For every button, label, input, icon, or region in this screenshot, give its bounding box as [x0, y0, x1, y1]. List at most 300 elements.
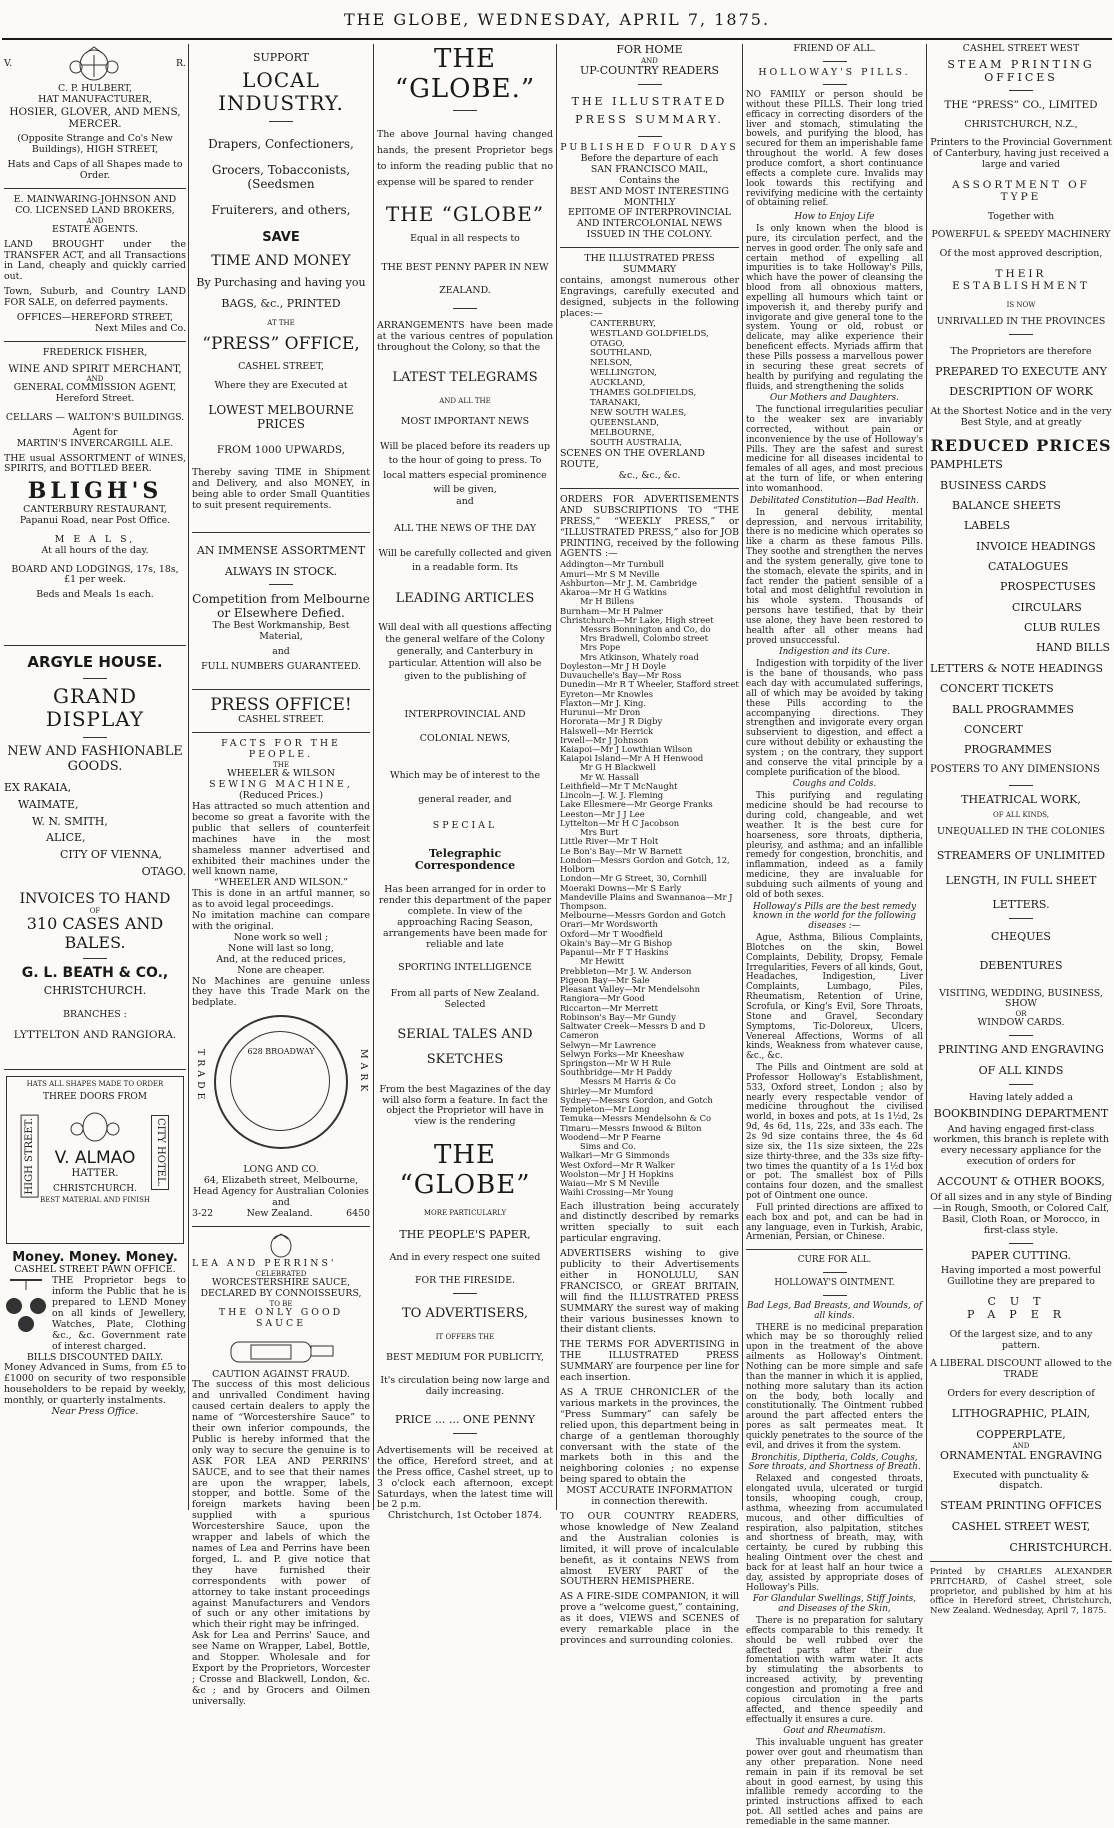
otago: OTAGO. — [141, 864, 186, 878]
prepared: PREPARED TO EXECUTE ANY — [935, 364, 1107, 378]
short-rule — [823, 1272, 847, 1273]
full-numbers: FULL NUMBERS GUARANTEED. — [201, 660, 361, 672]
cashel-street-2: CASHEL STREET. — [238, 714, 324, 726]
all-news: ALL THE NEWS OF THE DAY — [393, 522, 537, 534]
agent-item: Saltwater Creek—Messrs D and D Cameron — [560, 1021, 706, 1041]
agent-item: London—Mr G Street, 30, Cornhill — [560, 873, 707, 884]
most-approved: Of the most approved description, — [939, 248, 1103, 260]
agent-item: Akaroa—Mr H G Watkins — [560, 587, 667, 598]
facts-text: Has attracted so much attention and become so great a favorite with the public that sellers of counterfeit machines have in the most shameless manner advertised and exhibited their machines under the well known name, — [192, 801, 370, 878]
none-last: None will last so long, — [228, 942, 334, 954]
country-readers: TO OUR COUNTRY READERS, whose knowledge of New Zealand and the Australian colonies is limited, it will prove of incalculable benefit, as it contains NEWS from almost EVERY PART of the SOUTHERN HEMISPHERE. — [560, 1510, 739, 1588]
steam-printing: STEAM PRINTING OFFICES — [947, 57, 1095, 84]
mark-label: MARK — [358, 1049, 369, 1096]
agent-item: Shirley—Mr Mumford — [560, 1085, 654, 1096]
agent-item: Southbridge—Mr H Paddy — [560, 1067, 672, 1078]
place-item: QUEENSLAND, — [590, 418, 659, 429]
purchasing: By Purchasing and having you — [196, 276, 366, 290]
most-important: MOST IMPORTANT NEWS — [400, 416, 530, 428]
fisher-line2: GENERAL COMMISSION AGENT, — [13, 382, 177, 394]
agent-item: Halswell—Mr Herrick — [560, 725, 654, 736]
column-3 — [377, 44, 553, 1522]
short-rule — [1009, 785, 1033, 786]
agent-item: Pleasant Valley—Mr Mendelsohn — [560, 984, 700, 995]
agent-item: Woodend—Mr P Fearne — [560, 1131, 661, 1142]
head-agency: Head Agency for Australian Colonies and — [193, 1186, 369, 1208]
offices: OFFICES—HEREFORD STREET, — [16, 312, 174, 324]
nz: New Zealand. — [246, 1207, 313, 1219]
column-divider — [188, 44, 189, 1510]
place-item: OTAGO, — [590, 338, 625, 349]
short-rule — [823, 84, 847, 85]
trade-label: TRADE — [194, 1049, 206, 1104]
circulation: It's circulation being now large and daily increasing. — [380, 1375, 550, 1398]
arrangements: ARRANGEMENTS have been made at the various centres of population throughout the Colony, so that the — [377, 320, 553, 354]
agent-item: Waiau—Mr S M Neville — [560, 1178, 660, 1189]
beds: Beds and Meals 1s each. — [36, 589, 154, 601]
places-list — [560, 320, 739, 450]
sporting: SPORTING INTELLIGENCE — [398, 961, 532, 973]
agent-item: Robinson's Bay—Mr Gundy — [560, 1011, 676, 1022]
divider — [192, 732, 370, 733]
waimate: WAIMATE, — [18, 797, 79, 811]
cheques: CHEQUES — [991, 930, 1051, 944]
agents-list — [560, 560, 739, 1197]
ex-rakaia: EX RAKAIA, — [4, 781, 72, 795]
cashel-west-2: CASHEL STREET WEST, — [951, 1520, 1091, 1534]
trade-mark-block — [192, 1015, 370, 1165]
bligh-heading: BLIGH'S — [27, 478, 163, 505]
divider — [192, 532, 370, 533]
land-text: LAND BROUGHT under the TRANSFER ACT, and all Transactions in Land, cheaply and quickly carried out. — [4, 238, 186, 283]
sf-mail: SAN FRANCISCO MAIL, — [590, 163, 709, 175]
christchurch-2: CHRISTCHURCH. — [1009, 1540, 1112, 1554]
place-item: AUCKLAND, — [590, 378, 646, 389]
time-money: TIME AND MONEY — [211, 252, 351, 269]
agent-item: Amuri—Mr S M Neville — [560, 568, 660, 579]
ww-name: “WHEELER AND WILSON.” — [213, 877, 349, 889]
powerful: POWERFUL & SPEEDY MACHINERY — [931, 229, 1111, 241]
royal-crest — [4, 44, 186, 84]
agent-item: Le Bon's Bay—Mr W Barnett — [560, 845, 683, 856]
will-deal: Will deal with all questions affecting the general welfare of the Colony generally, and Canterbury in particular. Attention will also be given to the publishing of — [378, 621, 552, 682]
every-respect: And in every respect one suited — [389, 1252, 541, 1264]
genuine-text: No Machines are genuine unless they have this Trade Mark on the bedplate. — [192, 975, 370, 1009]
length: LENGTH, IN FULL SHEET — [945, 873, 1097, 887]
it-offers: IT OFFERS THE — [435, 1333, 495, 1342]
num-right: 6450 — [346, 1207, 370, 1219]
short-rule — [453, 1433, 477, 1434]
drapers: Drapers, Confectioners, — [208, 137, 354, 152]
cashel-west: CASHEL STREET WEST — [962, 43, 1080, 54]
pills-h2: Our Mothers and Daughters. — [770, 393, 899, 404]
etc: &c., &c., &c. — [618, 469, 681, 481]
printing-item: BUSINESS CARDS — [940, 478, 1047, 492]
bags: BAGS, &c., PRINTED — [221, 296, 341, 310]
agent-item: Sydney—Messrs Gordon, and Gotch — [560, 1094, 713, 1105]
terms-text: THE TERMS FOR ADVERTISING in THE ILLUSTRATED PRESS SUMMARY are fourpence per line for each insertion. — [560, 1339, 739, 1384]
agent-item: Mrs Pope — [580, 642, 621, 653]
holloway-ointment: HOLLOWAY'S OINTMENT. — [774, 1278, 895, 1289]
printing-item: PROSPECTUSES — [1000, 580, 1096, 594]
pills-p2: Is only known when the blood is pure, its circulation perfect, and the nerves in good order. The only safe and certain method of expelling all impurities is to take Holloway's Pills, which have the power of cleansing the blood from all obnoxious matters, expelling all humours which taint or impoverish it, and thereby purify and invigorate and give general tone to the system. Young or old, robust or delicate, may alike experience their beneficent effects. Myriads affirm that these Pills possess a marvellous power in securing these great secrets of health by purifying and regulating the fluids, and strengthening the solids — [746, 224, 923, 392]
agency-row — [192, 1209, 370, 1220]
having: Having lately added a — [969, 1091, 1073, 1103]
printing-item: CONCERT TICKETS — [940, 682, 1054, 696]
place-item: TARANAKI, — [590, 398, 641, 409]
none-cheaper: None are cheaper. — [237, 964, 325, 976]
cashel-street: CASHEL STREET, — [238, 361, 324, 373]
agent-item: Orari—Mr Wordsworth — [560, 919, 658, 930]
reduced-prices: REDUCED PRICES — [930, 435, 1112, 455]
printing-engraving: PRINTING AND ENGRAVING — [938, 1043, 1104, 1057]
declared: DECLARED BY CONNOISSEURS, — [200, 1287, 362, 1299]
short-rule — [638, 136, 662, 137]
bad-legs: Bad Legs, Bad Breasts, and Wounds, of all kinds. — [746, 1300, 923, 1321]
of: OF — [89, 906, 101, 915]
agent-item: Messrs M Harris & Co — [580, 1076, 676, 1087]
fisher-line1: WINE AND SPIRIT MERCHANT, — [8, 362, 182, 375]
reduced-line: And, at the reduced prices, — [216, 953, 346, 965]
pills-p1: NO FAMILY or person should be without these PILLS. Their long tried efficacy in correcting disorders of the liver and stomach, stimulating the bowels, and purifying the blood, has secured for them an imperishable fame throughout the world. A few doses produce comfort, a short continuance effects a complete cure. Invalids may look towards this rectifying and revivifying medicine with the certainty of obtaining relief. — [746, 90, 923, 209]
bligh-restaurant: CANTERBURY RESTAURANT, — [23, 503, 167, 515]
from-all: From all parts of New Zealand. Selected — [390, 988, 540, 1011]
almao-crest-icon — [65, 1107, 125, 1145]
upcountry: UP-COUNTRY READERS — [579, 63, 720, 77]
agent-item: Woolston—Mr J H Hopkins — [560, 1168, 674, 1179]
lyttelton: LYTTELTON AND RANGIORA. — [13, 1029, 177, 1041]
best-most: BEST AND MOST INTERESTING MONTHLY — [570, 185, 729, 208]
is-now: IS NOW — [1006, 300, 1036, 309]
ips-text: contains, amongst numerous other Engravings, carefully executed and designed, subjects in the following places:— — [560, 274, 739, 319]
pawn-office: CASHEL STREET PAWN OFFICE. — [14, 1264, 176, 1276]
agent-item: Duvauchelle's Bay—Mr Ross — [560, 670, 682, 681]
divider — [560, 247, 739, 248]
cases-bales: 310 CASES AND BALES. — [26, 914, 164, 952]
printed-by: Printed by CHARLES ALEXANDER PRITCHARD, of Cashel street, sole proprietor, and published by him at his office in Hereford street, Christchurch, New Zealand. Wednesday, April 7, 1875. — [930, 1566, 1112, 1617]
serial-tales: SERIAL TALES AND SKETCHES — [397, 1027, 533, 1067]
agent-item: Hororata—Mr J R Digby — [560, 716, 663, 727]
agent-item: Okain's Bay—Mr G Bishop — [560, 937, 673, 948]
printing-item: LABELS — [964, 519, 1011, 533]
imitation-text: No imitation machine can compare with the original. — [192, 910, 370, 932]
and-all-the: AND ALL THE — [439, 397, 491, 406]
agent-item: Timaru—Messrs Inwood & Bilton — [560, 1122, 702, 1133]
agent-item: Selwyn—Mr Lawrence — [560, 1039, 657, 1050]
agent-item: Melbourne—Messrs Gordon and Gotch — [560, 910, 726, 921]
pills-h6: Holloway's Pills are the best remedy known in the world for the following diseases :— — [753, 901, 916, 932]
ointment-p10: THERE is no medicinal preparation which may be so thoroughly relied upon in the treatment of the above ailments as Holloway's Ointment. Nothing can be more simple and safe than the manner in which it is applied, nothing more salutary than its action on the body, both locally and constitutionally. The Ointment rubbed around the part affected enters the pores as salt permeates meat. It quickly penetrates to the source of the evil, and drives it from the system. — [746, 1322, 923, 1451]
short-rule — [453, 1293, 477, 1294]
grand-display: GRAND DISPLAY — [45, 683, 145, 731]
agent-item: Prebbleton—Mr J. W. Anderson — [560, 965, 692, 976]
lithographic: LITHOGRAPHIC, PLAIN, — [951, 1407, 1091, 1421]
printing-item: CLUB RULES — [1024, 621, 1101, 635]
lea-perrins: LEA AND PERRINS' — [192, 1257, 337, 1269]
column-divider — [926, 44, 927, 1510]
usual-assortment: THE usual ASSORTMENT of WINES, SPIRITS, and BOTTLED BEER. — [4, 452, 186, 475]
letters: LETTERS. — [992, 898, 1050, 912]
place-item: SOUTHLAND, — [590, 348, 653, 359]
agent-item: Templeton—Mr Long — [560, 1104, 650, 1115]
leading-articles: LEADING ARTICLES — [395, 590, 535, 606]
column-4 — [560, 43, 739, 1646]
column-divider — [373, 44, 374, 1510]
agent-item: Leeston—Mr J J Lee — [560, 808, 645, 819]
hulbert-address: (Opposite Strange and Co's New Buildings), HIGH STREET, — [17, 133, 173, 156]
christchurch-nz: CHRISTCHURCH, N.Z., — [964, 118, 1078, 130]
agent-item: West Oxford—Mr R Walker — [560, 1159, 675, 1170]
pills-h4: Indigestion and its Cure. — [779, 647, 890, 658]
pills-h3: Debilitated Constitution—Bad Health. — [749, 495, 920, 506]
globe-heading: THE “GLOBE.” — [394, 44, 536, 105]
seal-text: 628 BROADWAY — [247, 1047, 315, 1057]
pawn-text: THE Proprietor begs to inform the Public that he is prepared to LEND Money on all kinds of Jewellery, Watches, Plate, Clothing &c., &c. Government rate of interest charged. — [52, 1275, 186, 1352]
telegraphic: Telegraphic Correspondence — [414, 846, 516, 873]
latest-telegrams: LATEST TELEGRAMS — [392, 370, 538, 386]
copperplate: COPPERPLATE, — [976, 1427, 1066, 1441]
printing-item: PAMPHLETS — [930, 458, 1003, 472]
from-1000: FROM 1000 UPWARDS, — [216, 444, 346, 457]
fireside: FOR THE FIRESIDE. — [414, 1275, 516, 1287]
adv-received: Advertisements will be received at the office, Hereford street, and at the Press office, Cashel street, up to 3 o'clock each afternoon, except Saturdays, when the latest time will be 2 p.m. — [377, 1444, 553, 1511]
column-2 — [192, 44, 370, 1707]
cut-paper: CUT PAPER — [966, 1295, 1076, 1321]
globe-2: THE “GLOBE” — [385, 202, 545, 227]
crest-v: V. — [4, 57, 13, 69]
short-rule — [1009, 1243, 1033, 1244]
short-rule — [638, 84, 662, 85]
description-work: DESCRIPTION OF WORK — [949, 385, 1093, 399]
agent-for: Agent for — [72, 426, 118, 438]
masthead-rule — [2, 38, 1112, 40]
best-penny: THE BEST PENNY PAPER IN NEW ZEALAND. — [381, 262, 549, 296]
punctuality: Executed with punctuality & dispatch. — [952, 1469, 1090, 1492]
meals: M E A L S, — [54, 533, 136, 545]
hulbert-hats: Hats and Caps of all Shapes made to Order. — [7, 158, 183, 181]
to-be: TO BE — [269, 1299, 293, 1308]
hulbert-name: C. P. HULBERT, — [58, 83, 132, 94]
reduced-prices: (Reduced Prices.) — [238, 790, 324, 802]
unequalled: UNEQUALLED IN THE COLONIES — [937, 825, 1105, 837]
agent-item: Lincoln—J. W. J. Fleming — [560, 790, 664, 801]
fruiterers: Fruiterers, and others, — [211, 202, 351, 217]
agent-item: Little River—Mr T Holt — [560, 836, 659, 847]
divider — [4, 645, 186, 646]
streamers: STREAMERS OF UNLIMITED — [936, 848, 1106, 862]
their-establishment: THEIR ESTABLISHMENT — [952, 268, 1090, 293]
agent-item: Mrs Atkinson, Whately road — [580, 651, 699, 662]
divider — [930, 1561, 1112, 1562]
fisher-street: Hereford Street. — [55, 392, 135, 404]
holloway-pills: HOLLOWAY'S PILLS. — [758, 66, 911, 78]
agent-item: Moeraki Downs—Mr S Early — [560, 882, 682, 893]
fisher-and: AND — [86, 374, 104, 383]
agent-item: Eyreton—Mr Knowles — [560, 688, 654, 699]
will-be-collected: Will be carefully collected and given in a readable form. Its — [378, 547, 552, 573]
engaged: And having engaged first-class workmen, this branch is replete with every necessary appliance for the execution of orders for — [933, 1123, 1109, 1168]
at-the: AT THE — [267, 318, 295, 327]
new-fashionable: NEW AND FASHIONABLE GOODS. — [7, 744, 183, 775]
smith: W. N. SMITH, — [32, 814, 108, 828]
proprietors: The Proprietors are therefore — [950, 345, 1092, 357]
column-divider — [556, 44, 557, 1510]
sauce-bottle-icon — [221, 1332, 341, 1368]
agent-item: Papanui—Mr F T Haskins — [560, 947, 669, 958]
short-rule — [83, 737, 107, 738]
trade-mark-seal — [214, 1015, 348, 1149]
almao-city: CHRISTCHURCH. — [53, 1184, 137, 1195]
and-text: and — [272, 645, 290, 657]
save: SAVE — [262, 229, 300, 245]
agent-item: Doyleston—Mr J H Doyle — [560, 660, 666, 671]
or: OR — [1015, 1010, 1027, 1019]
masthead: THE GLOBE, WEDNESDAY, APRIL 7, 1875. — [343, 10, 771, 29]
liberal-discount: A LIBERAL DISCOUNT allowed to the TRADE — [930, 1358, 1112, 1381]
lowest-prices: LOWEST MELBOURNE PRICES — [208, 403, 354, 432]
divider — [192, 689, 370, 690]
place-item: SOUTH AUSTRALIA, — [590, 438, 682, 449]
almao-hatter: HATTER. — [71, 1168, 119, 1180]
immense: AN IMMENSE ASSORTMENT — [196, 543, 366, 557]
almao-three: THREE DOORS FROM — [42, 1092, 148, 1103]
short-rule — [1009, 918, 1033, 919]
each-illustration: Each illustration being accurately and distinctly described by remarks written specially to suit each particular engraving. — [560, 1200, 739, 1245]
grocers: Grocers, Tobacconists, (Seedsmen — [211, 163, 351, 191]
thereby-text: Thereby saving TIME in Shipment and Delivery, and also MONEY, in being able to order Small Quantities to suit present requirements. — [192, 467, 370, 511]
agent-item: Dunedin—Mr R T Wheeler, Stafford street — [560, 679, 739, 690]
near-press: Near Press Office. — [51, 1406, 139, 1418]
place-item: NELSON, — [590, 358, 633, 369]
divider — [4, 1069, 186, 1070]
printing-item: BALL PROGRAMMES — [952, 702, 1074, 716]
above-text: The above Journal having changed hands, the present Proprietor begs to inform the reading public that no expense will be spared to render — [377, 129, 553, 189]
press-office-2: PRESS OFFICE! — [210, 694, 352, 715]
place-item: WELLINGTON, — [590, 368, 657, 379]
hulbert-line2: HOSIER, GLOVER, AND MENS, MERCER. — [9, 105, 181, 130]
place-item: WESTLAND GOLDFIELDS, — [590, 328, 709, 339]
printing-item: LETTERS & NOTE HEADINGS — [930, 661, 1104, 675]
agent-item: Selwyn Forks—Mr Kneeshaw — [560, 1048, 685, 1059]
money-heading: Money. Money. Money. — [12, 1250, 178, 1266]
cellars: CELLARS — WALTON'S BUILDINGS. — [5, 411, 185, 423]
agent-item: Lake Ellesmere—Mr George Franks — [560, 799, 713, 810]
board: BOARD AND LODGINGS, 17s, 18s, £1 per week. — [11, 563, 179, 586]
equal: Equal in all respects to — [410, 233, 520, 245]
account-books: ACCOUNT & OTHER BOOKS, — [937, 1175, 1105, 1189]
together: Together with — [987, 210, 1055, 222]
agent-item: Mr Hewitt — [580, 956, 625, 967]
assortment-type: ASSORTMENT OF TYPE — [952, 179, 1090, 204]
ointment-h8: For Glandular Swellings, Stiff Joints, and Diseases of the Skin, — [752, 1594, 917, 1615]
divider — [192, 1226, 370, 1227]
christchurch: CHRISTCHURCH. — [43, 984, 147, 998]
agent-item: Ashburton—Mr J. M. Cambridge — [560, 577, 697, 588]
agent-item: Mrs Bradwell, Colombo street — [580, 633, 708, 644]
offices-next: Next Miles and Co. — [95, 322, 186, 334]
orders-every: Orders for every description of — [947, 1388, 1095, 1400]
which-may: Which may be of interest to the general reader, and — [389, 769, 540, 806]
visiting: VISITING, WEDDING, BUSINESS, SHOW — [939, 987, 1103, 1010]
ointment-h9: Gout and Rheumatism. — [783, 1726, 886, 1737]
window-cards: WINDOW CARDS. — [977, 1017, 1065, 1029]
pills-p7: Ague, Asthma, Bilious Complaints, Blotches on the skin, Bowel Complaints, Debility, Dropsy, Female Irregularities, Fevers of all kinds, Gout, Headaches, Indigestion, Liver Complaints, Lumbago, Piles, Rheumatism, Retention of Urine, Scrofula, or King's Evil, Sore Throats, Stone and Gravel, Secondary Symptoms, Tic-Doloreux, Ulcers, Venereal Affections, Worms of all kinds, Weakness from whatever cause, &c., &c. — [746, 933, 923, 1062]
pills-p4: In general debility, mental depression, and nervous irritability, there is no medicine which operates so like a charm as these famous Pills. They soothe and strengthen the nerves and the system generally, give tone to the stomach, elevate the spirits, and in fact render the patient sensible of a total and most delightful revolution in his whole system. Thousands of persons have testified, that by their use alone, they have been restored to health after all other means had proved unsuccessful. — [746, 507, 923, 646]
ointment-h7: Bronchitis, Diptheria, Colds, Coughs, Sore throats, and Shortness of Breath. — [748, 1452, 921, 1473]
agent-item: Springston—Mr W H Rule — [560, 1057, 671, 1068]
pawn-block — [4, 1276, 186, 1352]
num-left: 3-22 — [192, 1207, 214, 1219]
short-rule — [823, 61, 847, 62]
bligh-address: Papanui Road, near Post Office. — [19, 514, 171, 526]
facts-heading: FACTS FOR THE PEOPLE. — [221, 738, 341, 761]
agent-item: Lyttelton—Mr H C Jacobson — [560, 817, 680, 828]
local-industry: LOCAL INDUSTRY. — [218, 67, 344, 115]
ointment-p12: There is no preparation for salutary effects comparable to this remedy. It should be well rubbed over the affected parts after their due fomentation with warm water. It acts by stimulating the absorbents to increased activity, by preventing congestion and promoting a free and copious circulation in the parts affected, and thence speedily and effectually it ensures a cure. — [746, 1616, 923, 1725]
mainwaring-line1: E. MAINWARING-JOHNSON AND CO. LICENSED LAND BROKERS, — [13, 193, 177, 216]
ornamental: ORNAMENTAL ENGRAVING — [939, 1448, 1103, 1462]
agent-item: Waihi Crossing—Mr Young — [560, 1187, 674, 1198]
friend-of-all: FRIEND OF ALL. — [793, 43, 876, 54]
best-medium: BEST MEDIUM FOR PUBLICITY, — [386, 1352, 544, 1364]
more-particularly: MORE PARTICULARLY — [423, 1208, 507, 1217]
agent-item: Pigeon Bay—Mr Sale — [560, 974, 650, 985]
agent-item: Riccarton—Mr Merrett — [560, 1002, 659, 1013]
hulbert-line1: HAT MANUFACTURER, — [38, 93, 152, 105]
support: SUPPORT — [252, 51, 310, 64]
agent-item: Oxford—Mr T Woodfield — [560, 928, 664, 939]
agent-item: Kaiapoi—Mr J Lowthian Wilson — [560, 744, 693, 755]
wheeler-wilson: WHEELER & WILSON — [227, 768, 335, 780]
unrivalled: UNRIVALLED IN THE PROVINCES — [936, 315, 1106, 327]
agent-item: Burnham—Mr H Palmer — [560, 605, 663, 616]
artful-text: This is done in an artful manner, so as to avoid legal proceedings. — [192, 888, 370, 911]
agent-item: Flaxton—Mr J. King. — [560, 697, 647, 708]
place-item: THAMES GOLDFIELDS, — [590, 388, 697, 399]
celebrated: CELEBRATED — [255, 1269, 307, 1278]
agent-item: Addington—Mr Turnbull — [560, 559, 665, 570]
money-advanced: Money Advanced in Sums, from £5 to £1000 on security of two responsible householders to be repaid by weekly, monthly, or quarterly instalments. — [4, 1362, 186, 1407]
almao-left: HIGH STREET. — [21, 1115, 39, 1198]
pills-h1: How to Enjoy Life — [794, 212, 875, 223]
short-rule — [823, 1295, 847, 1296]
of-all: OF ALL KINDS — [978, 1064, 1064, 1078]
epitome: EPITOME OF INTERPROVINCIAL AND INTERCOLONIAL NEWS — [568, 207, 731, 230]
before: Before the departure of each — [580, 152, 719, 164]
agent-item: Leithfield—Mr T McNaught — [560, 780, 678, 791]
agent-item: Mr W. Hassall — [580, 771, 639, 782]
the: THE — [273, 761, 289, 770]
bookbinding: BOOKBINDING DEPARTMENT — [933, 1106, 1109, 1120]
divider — [4, 188, 186, 189]
only-good-sauce: THE ONLY GOOD SAUCE — [218, 1306, 344, 1329]
agent-item: Hurunui—Mr Dron — [560, 707, 641, 718]
pills-h5: Coughs and Colds. — [792, 779, 877, 790]
agent-item: Mandeville Plains and Swannanoa—Mr J Thompson. — [560, 891, 733, 911]
column-5 — [746, 43, 923, 1827]
will-be-placed: Will be placed before its readers up to the hour of going to press. To local matters especial prominence will be given, — [379, 441, 551, 495]
short-rule — [1009, 1084, 1033, 1085]
pills-p6: This purifying and regulating medicine should be had recourse to during cold, changeable, and wet weather. It is the best cure for hoarseness, sore throats, diptheria, pleurisy, and asthma; and an infallible remedy for congestion, bronchitis, and inflammation, indeed as a family medicine, they are invaluable for subduing such ailments of young and old of both sexes. — [746, 791, 923, 900]
pawn-balls-icon — [4, 1276, 48, 1334]
agent-item: London—Messrs Gordon and Gotch, 12, Holborn — [560, 854, 730, 875]
lea-crest-icon — [266, 1233, 296, 1259]
short-rule — [1009, 334, 1033, 335]
theatrical: THEATRICAL WORK, — [961, 793, 1081, 807]
paper-cutting: PAPER CUTTING. — [971, 1248, 1071, 1262]
interprovincial: INTERPROVINCIAL AND COLONIAL NEWS, — [404, 708, 526, 745]
divider — [560, 488, 739, 489]
